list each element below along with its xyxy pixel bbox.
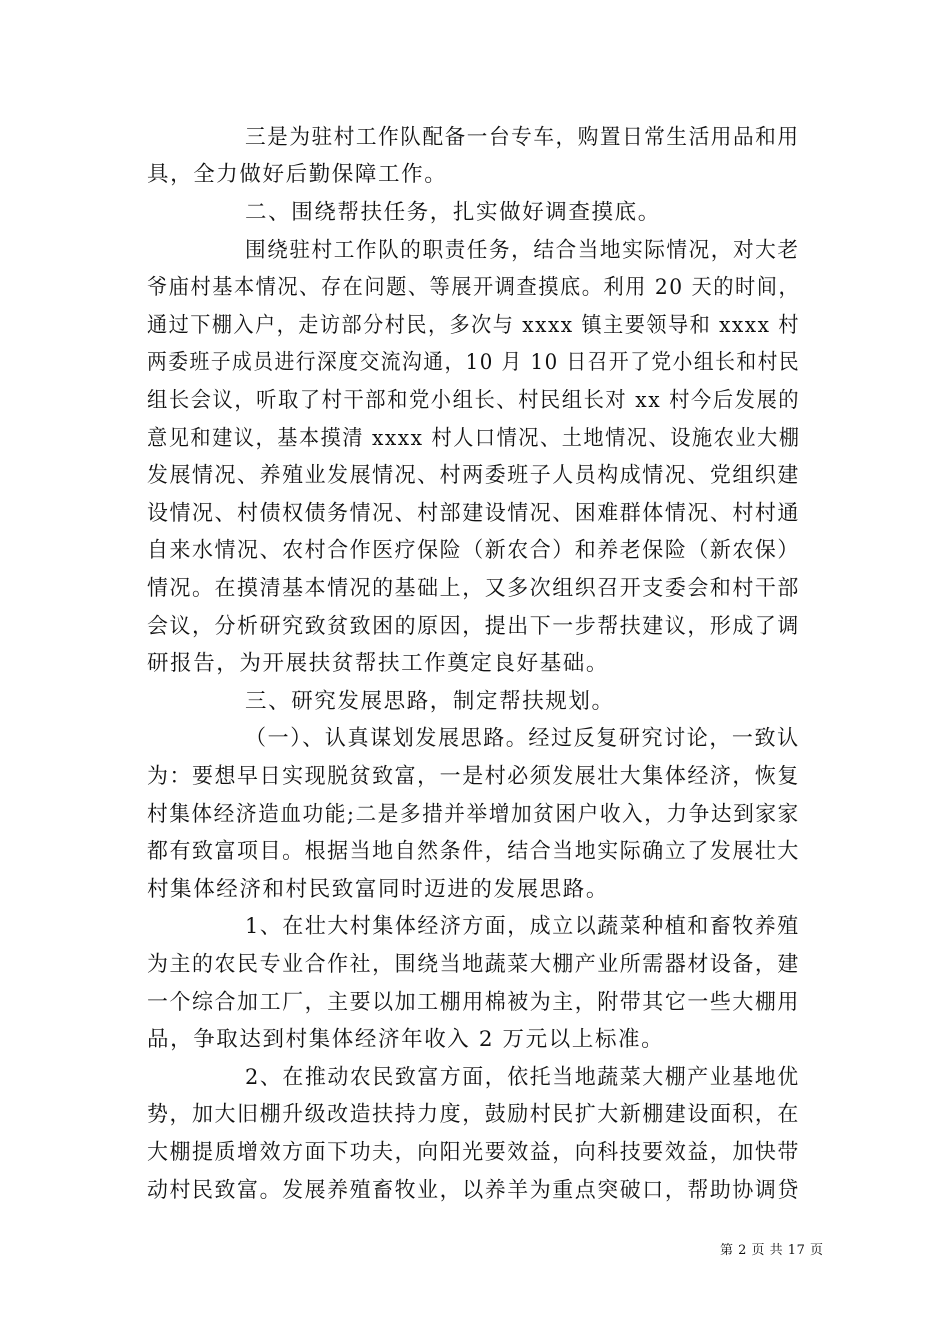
text-line: 具，全力做好后勤保障工作。 [147, 162, 448, 187]
text-line: 品，争取达到村集体经济年收入 2 万元以上标准。 [147, 1027, 665, 1052]
text-line: （一）、认真谋划发展思路。经过反复研究讨论，一致认 [245, 726, 800, 751]
text-line: 1、在壮大村集体经济方面，成立以蔬菜种植和畜牧养殖 [245, 914, 800, 939]
page-number-footer: 第 2 页 共 17 页 [720, 1243, 824, 1258]
text-line: 意见和建议，基本摸清 xxxx 村人口情况、土地情况、设施农业大棚 [147, 426, 801, 451]
text-line: 2、在推动农民致富方面，依托当地蔬菜大棚产业基地优 [245, 1065, 800, 1090]
text-line: 围绕驻村工作队的职责任务，结合当地实际情况，对大老 [245, 238, 800, 263]
section-heading: 二、围绕帮扶任务，扎实做好调查摸底。 [245, 200, 661, 225]
text-line: 为：要想早日实现脱贫致富，一是村必须发展壮大集体经济，恢复 [147, 764, 800, 789]
text-line: 设情况、村债权债务情况、村部建设情况、困难群体情况、村村通 [147, 501, 800, 526]
text-line: 研报告，为开展扶贫帮扶工作奠定良好基础。 [147, 651, 610, 676]
text-line: 爷庙村基本情况、存在问题、等展开调查摸底。利用 20 天的时间， [147, 275, 801, 300]
section-heading: 三、研究发展思路，制定帮扶规划。 [245, 689, 615, 714]
text-line: 村集体经济造血功能;二是多措并举增加贫困户收入，力争达到家家 [147, 802, 800, 827]
text-line: 发展情况、养殖业发展情况、村两委班子人员构成情况、党组织建 [147, 463, 800, 488]
text-line: 都有致富项目。根据当地自然条件，结合当地实际确立了发展壮大 [147, 839, 800, 864]
text-line: 三是为驻村工作队配备一台专车，购置日常生活用品和用 [245, 125, 800, 150]
text-line: 自来水情况、农村合作医疗保险（新农合）和养老保险（新农保） [147, 538, 800, 563]
text-line: 情况。在摸清基本情况的基础上，又多次组织召开支委会和村干部 [147, 576, 800, 601]
text-line: 一个综合加工厂，主要以加工棚用棉被为主，附带其它一些大棚用 [147, 990, 800, 1015]
text-line: 会议，分析研究致贫致困的原因，提出下一步帮扶建议，形成了调 [147, 614, 800, 639]
text-line: 村集体经济和村民致富同时迈进的发展思路。 [147, 877, 610, 902]
text-line: 动村民致富。发展养殖畜牧业，以养羊为重点突破口，帮助协调贷 [147, 1178, 800, 1203]
text-line: 大棚提质增效方面下功夫，向阳光要效益，向科技要效益，加快带 [147, 1140, 800, 1165]
text-line: 组长会议，听取了村干部和党小组长、村民组长对 xx 村今后发展的 [147, 388, 801, 413]
text-line: 势，加大旧棚升级改造扶持力度，鼓励村民扩大新棚建设面积，在 [147, 1102, 800, 1127]
text-line: 两委班子成员进行深度交流沟通，10 月 10 日召开了党小组长和村民 [147, 350, 801, 375]
text-line: 为主的农民专业合作社，围绕当地蔬菜大棚产业所需器材设备，建 [147, 952, 800, 977]
text-line: 通过下棚入户，走访部分村民，多次与 xxxx 镇主要领导和 xxxx 村 [147, 313, 800, 338]
